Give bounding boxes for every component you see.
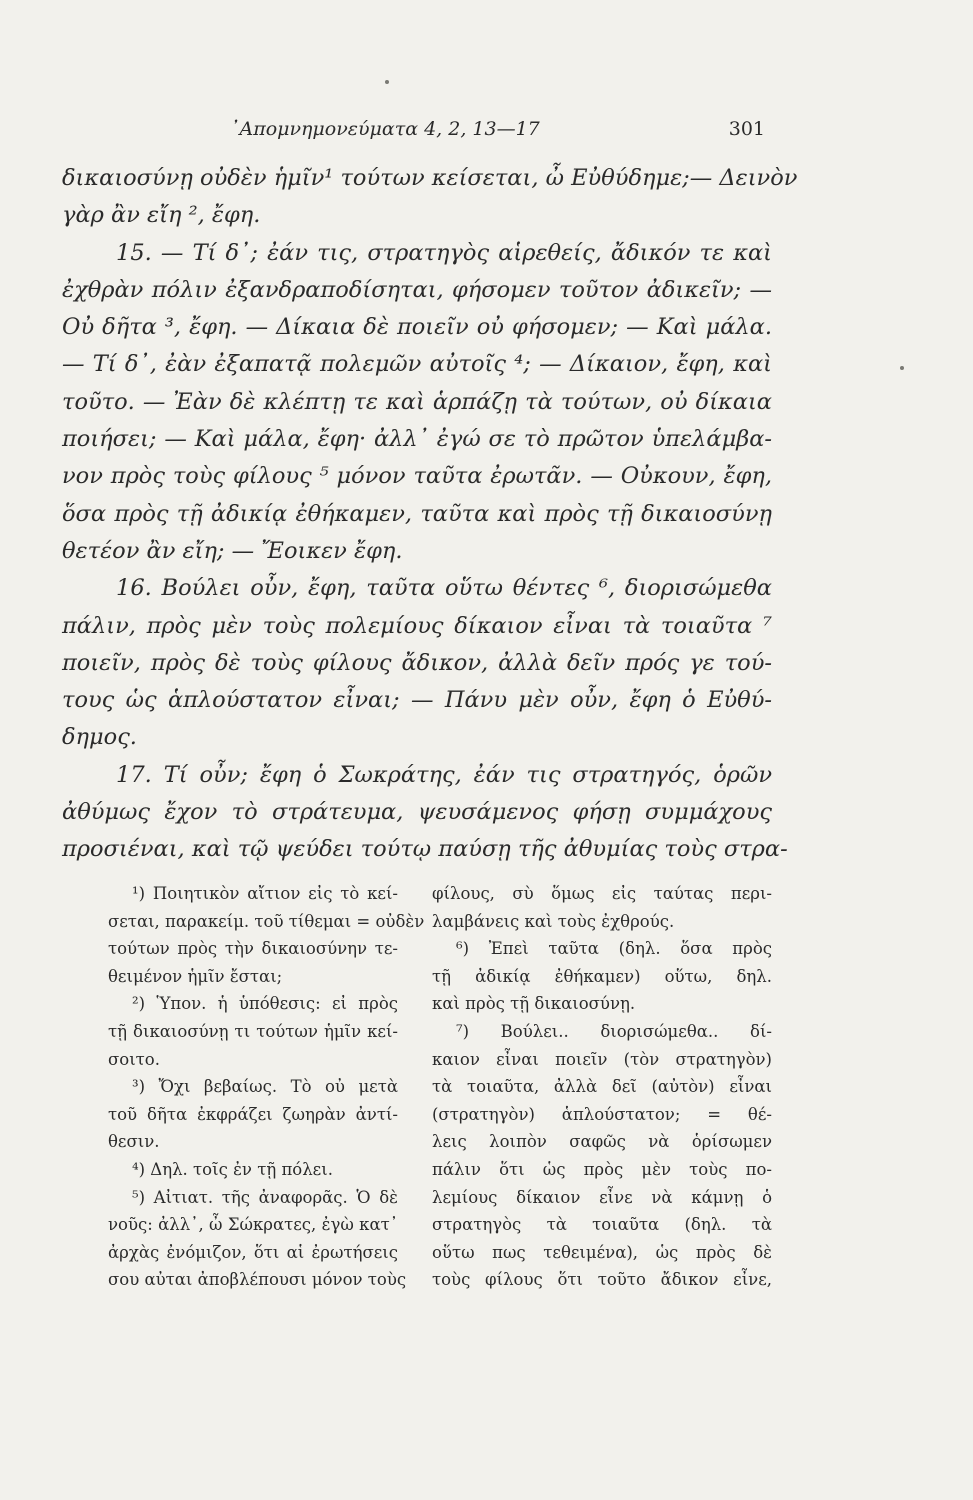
text-line: γὰρ ἂν εἴη ², ἔφη. <box>62 202 261 229</box>
footnote-line: ⁷) Βούλει.. διορισώμεθα.. δί- <box>456 1021 772 1041</box>
footnote-line: τῇ δικαιοσύνῃ τι τούτων ἡμῖν κεί- <box>108 1021 398 1041</box>
paper-speck <box>385 80 389 84</box>
footnote-line: ἀρχὰς ἐνόμιζον, ὅτι αἱ ἐρωτήσεις <box>108 1242 398 1262</box>
footnotes-left-column <box>108 880 425 1294</box>
text-line: προσιέναι, καὶ τῷ ψεύδει τούτῳ παύσῃ τῆς ἀθυμίας τοὺς στρα- <box>62 836 788 863</box>
text-line: θετέον ἂν εἴη; — Ἔοικεν ἔφη. <box>62 537 403 564</box>
text-line: 15. — Τί δ᾿; ἐάν τις, στρατηγὸς αἱρεθείς, ἄδικόν τε καὶ <box>116 239 772 266</box>
footnote-line: ⁴) Δηλ. τοῖς ἐν τῇ πόλει. <box>132 1159 333 1179</box>
footnotes-right-column <box>432 880 772 1294</box>
footnote-line: θεσιν. <box>108 1132 160 1152</box>
footnote-line: καὶ πρὸς τῇ δικαιοσύνῃ. <box>432 994 636 1014</box>
text-line: 16. Βούλει οὖν, ἔφη, ταῦτα οὕτω θέντες ⁶, διορισώμεθα <box>116 575 772 602</box>
footnote-line: λεμίους δίκαιον εἶνε νὰ κάμνῃ ὁ <box>432 1187 772 1207</box>
footnote-line: λαμβάνεις καὶ τοὺς ἐχθρούς. <box>432 911 675 931</box>
running-title: ᾿Απομνημονεύματα 4, 2, 13—17 <box>230 118 540 140</box>
footnote-line: ⁶) Ἐπεὶ ταῦτα (δηλ. ὅσα πρὸς <box>456 939 772 959</box>
footnote-line: σου αὐται ἀποβλέπουσι μόνον τοὺς <box>108 1270 407 1290</box>
footnote-line: πάλιν ὅτι ὡς πρὸς μὲν τοὺς πο- <box>432 1159 772 1179</box>
footnote-line: ¹) Ποιητικὸν αἴτιον εἰς τὸ κεί- <box>132 884 398 903</box>
footnote-line: στρατηγὸς τὰ τοιαῦτα (δηλ. τὰ <box>432 1215 772 1235</box>
footnote-line: λεις λοιπὸν σαφῶς νὰ ὁρίσωμεν <box>432 1132 772 1152</box>
text-line: ποιεῖν, πρὸς δὲ τοὺς φίλους ἄδικον, ἀλλὰ δεῖν πρός γε τού- <box>62 649 772 676</box>
text-line: τοῦτο. — Ἐὰν δὲ κλέπτῃ τε καὶ ἁρπάζῃ τὰ τούτων, οὐ δίκαια <box>62 388 772 415</box>
text-line: νον πρὸς τοὺς φίλους ⁵ μόνον ταῦτα ἐρωτᾶν. — Οὐκουν, ἔφη, <box>62 463 772 490</box>
footnote-line: σεται, παρακείμ. τοῦ τίθεμαι = οὐδὲν <box>108 911 425 931</box>
text-line: — Τί δ᾿, ἐὰν ἐξαπατᾷ πολεμῶν αὐτοῖς ⁴; — Δίκαιον, ἔφη, καὶ <box>62 351 772 378</box>
text-line: τους ὡς ἁπλούστατον εἶναι; — Πάνυ μὲν οὖν, ἔφη ὁ Εὐθύ- <box>62 687 772 714</box>
footnote-line: τοῦ δῆτα ἐκφράζει ζωηρὰν ἀντί- <box>108 1104 398 1124</box>
footnote-line: οὕτω πως τεθειμένα), ὡς πρὸς δὲ <box>432 1242 772 1262</box>
text-line: δικαιοσύνῃ οὐδὲν ἡμῖν¹ τούτων κείσεται, ὦ Εὐθύδημε;— Δεινὸν <box>62 165 798 191</box>
footnote-line: τούτων πρὸς τὴν δικαιοσύνην τε- <box>108 939 398 959</box>
page-number: 301 <box>728 118 765 140</box>
text-line: ὅσα πρὸς τῇ ἀδικίᾳ ἐθήκαμεν, ταῦτα καὶ πρὸς τῇ δικαιοσύνῃ <box>62 500 772 527</box>
main-text <box>62 160 798 869</box>
footnote-line: ³) Ὄχι βεβαίως. Τὸ οὐ μετὰ <box>132 1077 398 1097</box>
footnote-line: τῇ ἀδικίᾳ ἐθήκαμεν) οὕτω, δηλ. <box>432 966 772 986</box>
footnote-line: φίλους, σὺ ὅμως εἰς ταύτας περι- <box>432 884 772 903</box>
text-line: δημος. <box>62 724 137 751</box>
text-line: ἀθύμως ἔχον τὸ στράτευμα, ψευσάμενος φήσῃ συμμάχους <box>62 799 772 826</box>
footnote-line: ²) Ὑπον. ἡ ὑπόθεσις: εἰ πρὸς <box>132 994 398 1014</box>
text-line: ἐχθρὰν πόλιν ἐξανδραποδίσηται, φήσομεν τοῦτον ἀδικεῖν; — <box>62 276 772 303</box>
footnote-line: τὰ τοιαῦτα, ἀλλὰ δεῖ (αὐτὸν) εἶναι <box>432 1077 772 1097</box>
running-header <box>230 118 765 148</box>
footnote-line: νοῦς: ἀλλ᾿, ὦ Σώκρατες, ἐγὼ κατ᾿ <box>108 1215 398 1235</box>
footnote-line: τοὺς φίλους ὅτι τοῦτο ἄδικον εἶνε, <box>432 1270 772 1290</box>
text-line: πάλιν, πρὸς μὲν τοὺς πολεμίους δίκαιον εἶναι τὰ τοιαῦτα ⁷ <box>62 612 772 639</box>
text-line: Οὐ δῆτα ³, ἔφη. — Δίκαια δὲ ποιεῖν οὐ φήσομεν; — Καὶ μάλα. <box>62 314 772 341</box>
footnote-line: σοιτο. <box>108 1049 160 1069</box>
paper-speck <box>900 366 904 370</box>
footnote-line: ⁵) Αἰτιατ. τῆς ἀναφορᾶς. Ὁ δὲ <box>132 1187 398 1207</box>
footnote-line: θειμένον ἡμῖν ἔσται; <box>108 966 283 986</box>
text-line: ποιήσει; — Καὶ μάλα, ἔφη· ἀλλ᾿ ἐγώ σε τὸ πρῶτον ὑπελάμβα- <box>62 426 772 453</box>
footnote-line: καιον εἶναι ποιεῖν (τὸν στρατηγὸν) <box>432 1049 772 1069</box>
text-line: 17. Τί οὖν; ἔφη ὁ Σωκράτης, ἐάν τις στρατηγός, ὁρῶν <box>116 761 772 788</box>
footnote-line: (στρατηγὸν) ἁπλούστατον; = θέ- <box>432 1104 772 1124</box>
